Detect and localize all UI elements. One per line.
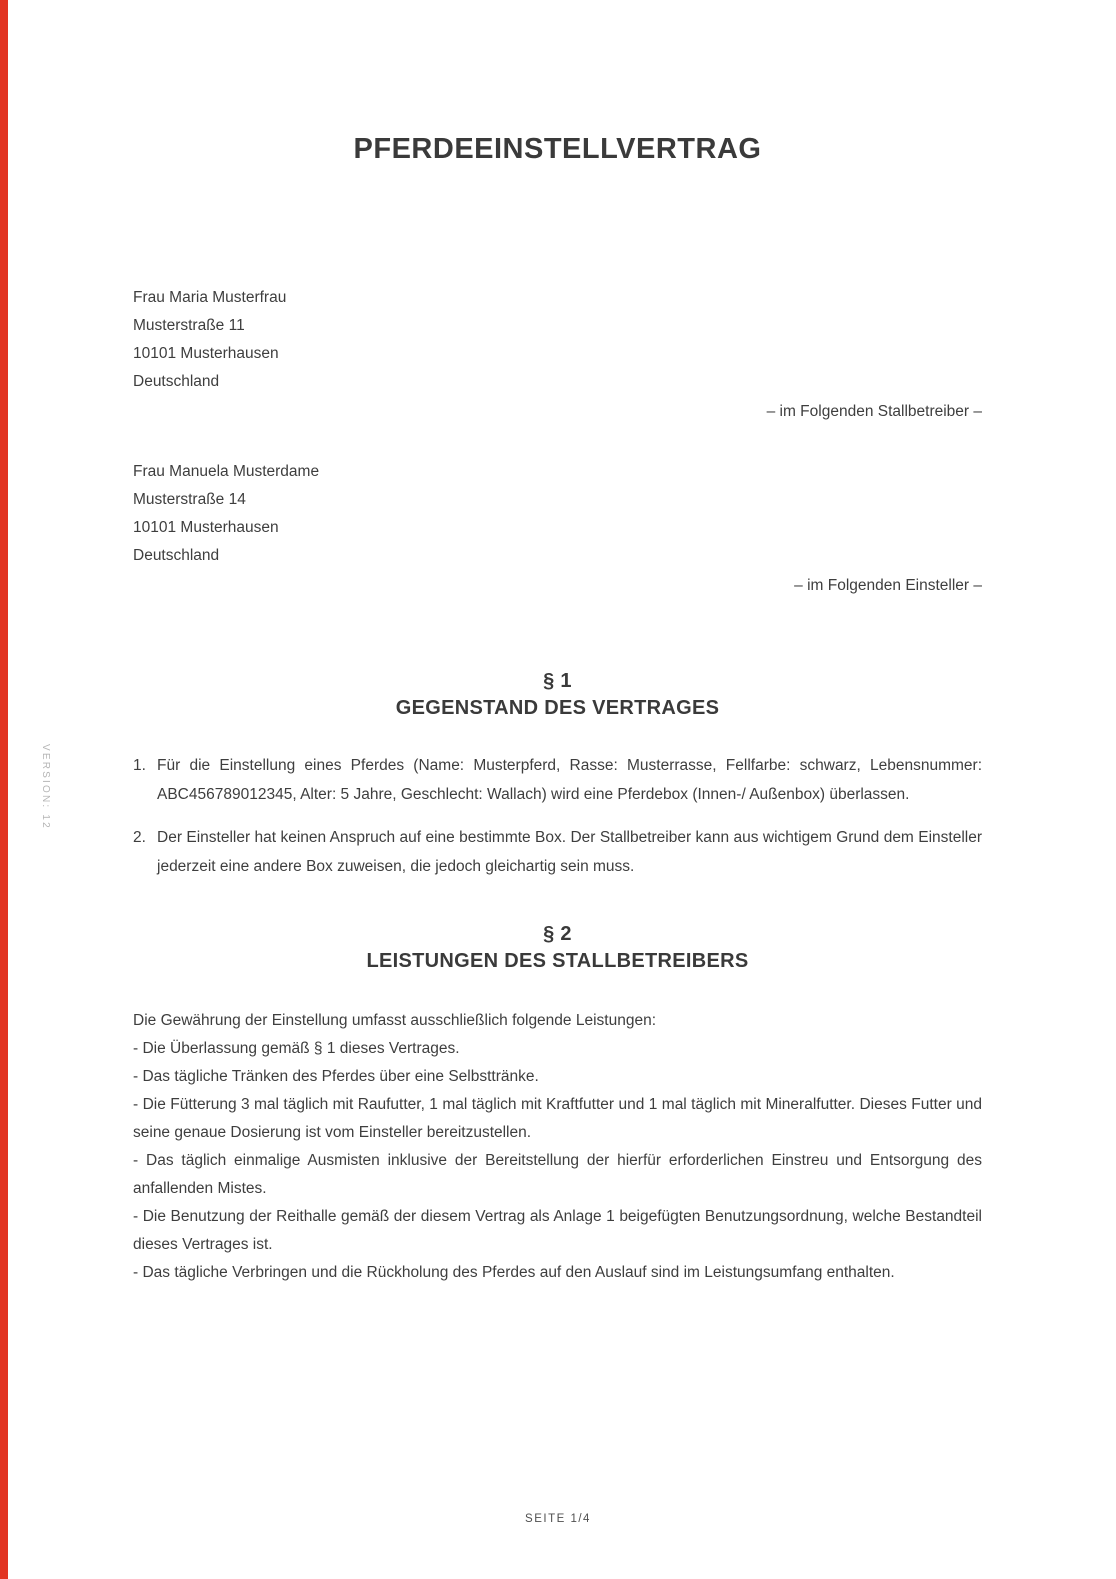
party-role-stallbetreiber: – im Folgenden Stallbetreiber –: [766, 403, 982, 420]
item-marker: 2.: [133, 829, 146, 846]
section-1-items: [133, 752, 982, 881]
party-block-stallbetreiber: [133, 284, 982, 396]
party-block-einsteller: [133, 458, 982, 570]
accent-bar: [0, 0, 8, 1579]
content-area: [133, 0, 982, 1287]
contract-item: [133, 752, 982, 809]
party-street: Musterstraße 14: [133, 491, 246, 508]
service-item: - Die Benutzung der Reithalle gemäß der diesem Vertrag als Anlage 1 beigefügten Benutzungsordnung, welche Bestandteil dieses Vertrages ist.: [133, 1208, 982, 1253]
section-1-heading: [133, 668, 982, 722]
party-name: Frau Maria Musterfrau: [133, 289, 287, 306]
item-marker: 1.: [133, 757, 146, 774]
party-name: Frau Manuela Musterdame: [133, 463, 320, 480]
section-2-body: [133, 1007, 982, 1287]
service-item: - Die Überlassung gemäß § 1 dieses Vertrages.: [133, 1040, 460, 1057]
item-text: Für die Einstellung eines Pferdes (Name: Musterpferd, Rasse: Musterrasse, Fellfarbe: schwarz, Lebensnummer: ABC456789012345, Alter: 5 Jahre, Geschlecht: Wallach) wird eine Pferdebox (Innen-/ Außenbox) überlassen.: [157, 757, 982, 803]
section-2-title: LEISTUNGEN DES STALLBETREIBERS: [366, 950, 749, 972]
version-label: VERSION: 12: [40, 744, 51, 830]
party-city: 10101 Musterhausen: [133, 345, 279, 362]
service-item: - Das tägliche Tränken des Pferdes über eine Selbsttränke.: [133, 1068, 539, 1085]
contract-item: [133, 824, 982, 881]
service-item: - Das täglich einmalige Ausmisten inklusive der Bereitstellung der hierfür erforderlichen Einstreu und Entsorgung des anfallenden Mistes.: [133, 1152, 982, 1197]
section-1-number: § 1: [543, 670, 572, 692]
item-text: Der Einsteller hat keinen Anspruch auf eine bestimmte Box. Der Stallbetreiber kann aus wichtigem Grund dem Einsteller jederzeit eine andere Box zuweisen, die jedoch gleichartig sein muss.: [157, 829, 982, 875]
services-intro: Die Gewährung der Einstellung umfasst ausschließlich folgende Leistungen:: [133, 1012, 656, 1029]
party-country: Deutschland: [133, 373, 220, 390]
page-indicator: SEITE 1/4: [525, 1513, 591, 1525]
service-item: - Die Fütterung 3 mal täglich mit Raufutter, 1 mal täglich mit Kraftfutter und 1 mal täglich mit Mineralfutter. Dieses Futter und seine genaue Dosierung ist vom Einsteller bereitzustellen.: [133, 1096, 982, 1141]
section-2-heading: [133, 921, 982, 975]
section-2-number: § 2: [543, 923, 572, 945]
party-city: 10101 Musterhausen: [133, 519, 279, 536]
party-role-einsteller: – im Folgenden Einsteller –: [794, 577, 982, 594]
document-title: PFERDEEINSTELLVERTRAG: [353, 133, 762, 165]
party-street: Musterstraße 11: [133, 317, 245, 334]
party-country: Deutschland: [133, 547, 220, 564]
section-1-title: GEGENSTAND DES VERTRAGES: [395, 697, 720, 719]
service-item: - Das tägliche Verbringen und die Rückholung des Pferdes auf den Auslauf sind im Leistungsumfang enthalten.: [133, 1264, 895, 1281]
